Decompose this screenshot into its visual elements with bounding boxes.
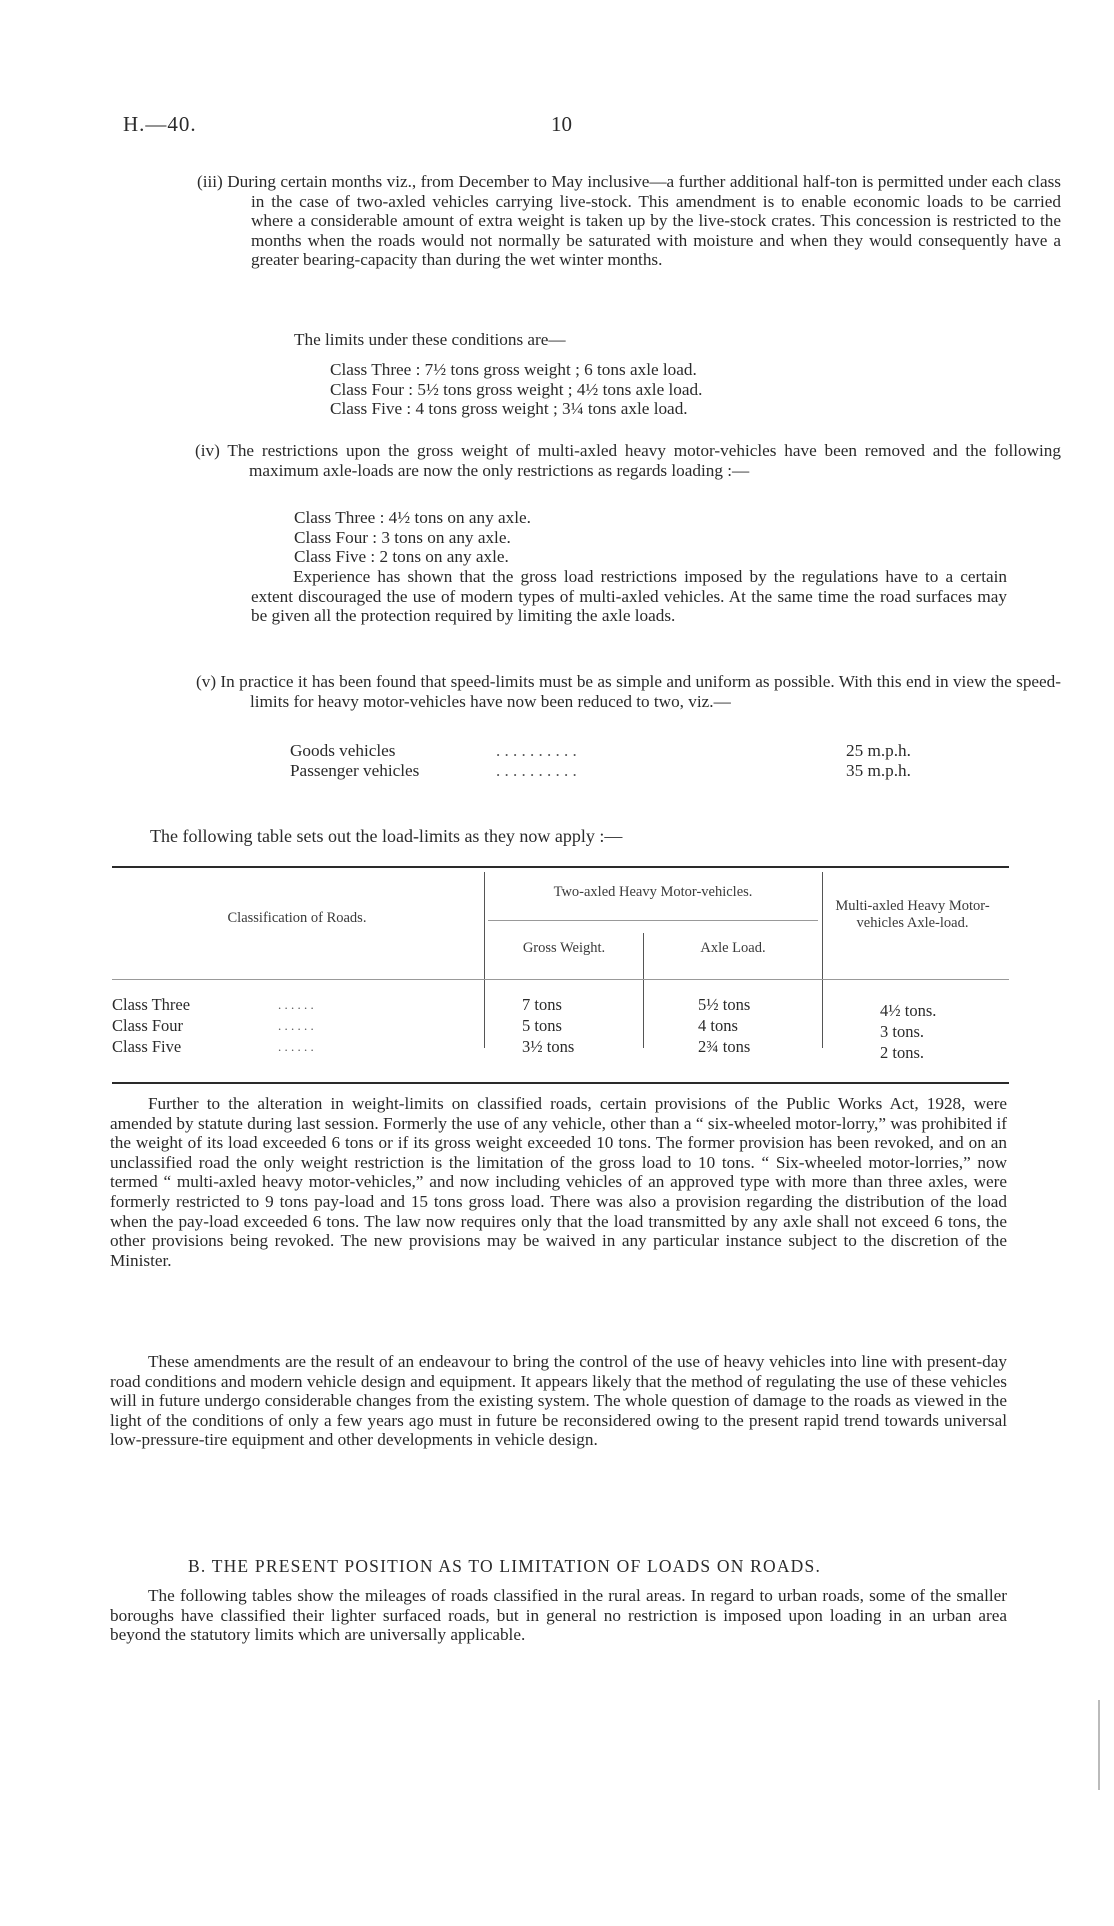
table-row-class-four-axle: 4 tons [698,1016,738,1035]
axle-limit-class-five: Class Five : 2 tons on any axle. [294,547,509,567]
table-bottom-rule [112,1082,1009,1084]
item-v-paragraph [196,672,1061,711]
table-intro: The following table sets out the load-limits as they now apply :— [150,826,623,846]
item-iv-experience-text: Experience has shown that the gross load restrictions imposed by the regulations have to a certain extent discouraged the use of modern types of multi-axled vehicles. At the same time the road surfaces may be given all the protection required by limiting the axle loads. [251,567,1007,626]
axle-limit-class-four: Class Four : 3 tons on any axle. [294,527,511,547]
limit-line-class-five: Class Five : 4 tons gross weight ; 3¼ tons axle load. [330,399,688,419]
axle-limit-class-three: Class Three : 4½ tons on any axle. [294,508,531,527]
page-number: 10 [551,112,572,136]
table-row-class-three-leader: . . . . . . [278,997,314,1012]
amendments-paragraph-text: These amendments are the result of an endeavour to bring the control of the use of heavy vehicles into line with present-day road conditions and modern vehicle design and equipment. It appears likely that the method of regulating the use of these vehicles will in future undergo considerable changes from the existing system. The whole question of damage to the roads as viewed in the light of the conditions of only a few years ago must in future be reconsidered owing to the present rapid trend towards universal low-pressure-tire equipment and other developments in vehicle design. [110,1352,1007,1450]
speed-row-passenger [290,761,419,781]
item-iv-paragraph [195,441,1061,480]
table-row-class-five-axle: 2¾ tons [698,1037,751,1056]
document-reference: H.—40. [123,112,197,136]
col-header-classification: Classification of Roads. [227,910,367,926]
speed-label-goods: Goods vehicles [290,741,396,760]
table-row-class-five-label: Class Five [112,1037,182,1056]
col-header-axle-load: Axle Load. [700,940,766,956]
speed-label-passenger: Passenger vehicles [290,761,420,780]
section-b-paragraph [110,1586,1007,1645]
table-row-class-four-label: Class Four [112,1016,184,1035]
item-v-text: (v) In practice it has been found that speed-limits must be as simple and uniform as possible. With this end in view the speed-limits for heavy motor-vehicles have now been reduced to two, viz.— [196,672,1061,711]
item-iv-experience-paragraph [251,567,1007,626]
limit-line-class-three: Class Three : 7½ tons gross weight ; 6 tons axle load. [330,360,697,379]
table-row-class-four-multi: 3 tons. [880,1022,925,1041]
item-iv-limits-list [294,508,531,567]
group-underline [488,920,818,921]
table-divider-3 [643,933,644,1048]
speed-value-goods: 25 m.p.h. [846,741,911,760]
further-paragraph-text: Further to the alteration in weight-limits on classified roads, certain provisions of the Public Works Act, 1928, were amended by statute during last session. Formerly the use of any vehicle, other than a “ six-wheeled motor-lorry,” was prohibited if the weight of its load exceeded 6 tons or if its gross weight exceeded 10 tons. The former provision has been revoked, and on an unclassified road the only weight restriction is the limitation of the gross load to 10 tons. “ Six-wheeled motor-lorries,” now termed “ multi-axled heavy motor-vehicles,” and now including vehicles of an approved type with more than three axles, were formerly restricted to 9 tons pay-load and 15 tons gross load. There was also a provision regarding the distribution of the load when the pay-load exceeded 6 tons. The law now requires only that the load transmitted by any axle shall not exceed 6 tons, the other provisions being revoked. The new provisions may be waived in any particular instance subject to the discretion of the Minister. [110,1094,1007,1270]
table-divider-2 [822,872,823,1048]
table-row-class-five-gross: 3½ tons [522,1037,575,1056]
table-row-class-three-gross: 7 tons [522,995,562,1014]
table-row-class-five-leader: . . . . . . [278,1039,314,1054]
table-row-class-four-leader: . . . . . . [278,1018,314,1033]
speed-leader-passenger: . . . . . . . . . . [496,761,577,780]
table-row-class-three-multi: 4½ tons. [880,1001,937,1020]
table-row-class-four-gross: 5 tons [522,1016,562,1035]
speed-leader-goods: . . . . . . . . . . [496,741,577,760]
table-row-class-five-multi: 2 tons. [880,1043,925,1062]
section-b-text: The following tables show the mileages of roads classified in the rural areas. In regard to urban roads, some of the smaller boroughs have classified their lighter surfaced roads, but in general no restriction is imposed upon loading in an urban area beyond the statutory limits which are universally applicable. [110,1586,1007,1645]
col-header-gross-weight: Gross Weight. [522,940,606,956]
col-header-multi-axled: Multi-axled Heavy Motor-vehicles Axle-load. [835,898,990,931]
further-paragraph [110,1094,1007,1270]
table-top-rule [112,866,1009,868]
item-iii-limits-intro [294,330,566,350]
col-header-two-axled-group: Two-axled Heavy Motor-vehicles. [553,884,753,900]
speed-row-goods [290,741,396,761]
limit-line-class-four: Class Four : 5½ tons gross weight ; 4½ tons axle load. [330,379,703,399]
item-iii-limits-list [330,360,702,419]
header-bottom-rule [112,979,1009,980]
speed-value-passenger: 35 m.p.h. [846,761,911,780]
item-iii-text: (iii) During certain months viz., from December to May inclusive—a further additional half-ton is permitted under each class in the case of two-axled vehicles carrying live-stock. This amendment is to enable economic loads to be carried where a considerable amount of extra weight is taken up by the live-stock crates. This concession is restricted to the months when the roads would not normally be saturated with moisture and when they would consequently have a greater bearing-capacity than during the wet winter months. [197,172,1061,270]
table-divider-1 [484,872,485,1048]
table-row-class-three-label: Class Three [112,995,191,1014]
amendments-paragraph [110,1352,1007,1450]
item-iii-paragraph [197,172,1061,270]
table-row-class-three-axle: 5½ tons [698,995,751,1014]
scan-edge-mark [1098,1700,1100,1790]
limits-intro-text: The limits under these conditions are— [294,330,566,349]
item-iv-text: (iv) The restrictions upon the gross weight of multi-axled heavy motor-vehicles have been removed and the following maximum axle-loads are now the only restrictions as regards loading :— [195,441,1061,480]
section-b-heading: B. THE PRESENT POSITION AS TO LIMITATION OF LOADS ON ROADS. [188,1556,822,1576]
